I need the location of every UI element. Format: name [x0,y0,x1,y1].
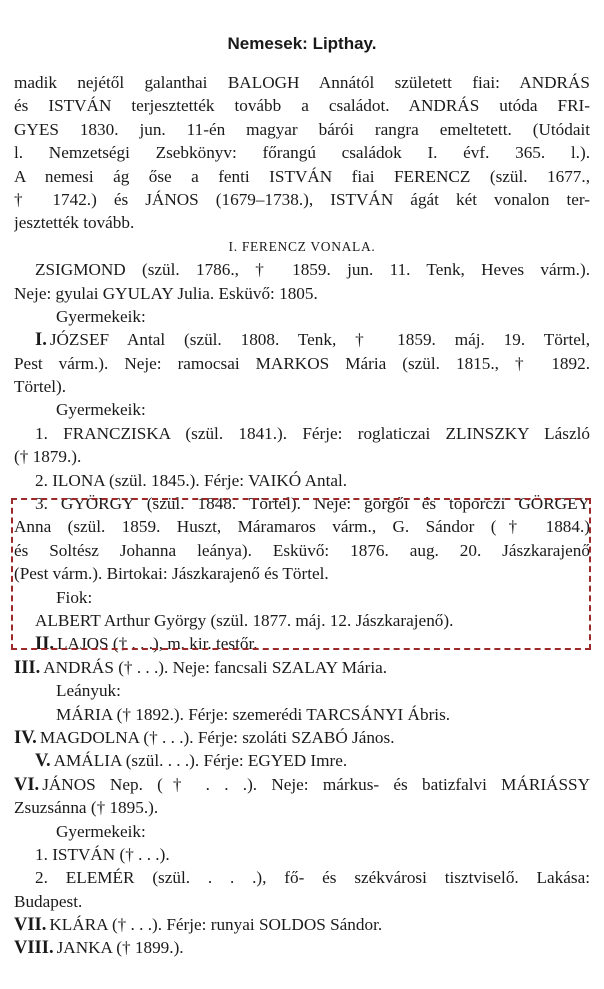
text-line: és ISTVÁN terjesztették tovább a családot. ANDRÁS utóda FRI- [14,96,590,116]
entry-numeral: IV. [14,727,37,748]
text-line: Pest várm.). Neje: ramocsai MARKOS Mária (szül. 1815., † 1892. [14,353,590,373]
text-line: l. Nemzetségi Zsebkönyv: főrangú családok I. évf. 365. l.). [14,143,590,163]
entry-numeral: III. [14,657,41,678]
entry-line [14,726,590,749]
highlighted-line: Anna (szül. 1859. Huszt, Máramaros várm., G. Sándor († 1884.) [14,517,590,537]
entry-text: LAJOS († . . .), m. kir. testőr. [57,634,258,654]
entry-numeral: I. [35,330,47,351]
text-line: madik nejétől galanthai BALOGH Annától született fiai: ANDRÁS [14,73,590,92]
entry-line [14,632,590,655]
page-header: Nemesek: Lipthay. [227,34,377,53]
entry-numeral: VIII. [14,938,54,959]
text-line: Budapest. [14,891,83,911]
entry-line [14,328,590,351]
text-line: Zsuzsánna († 1895.). [14,798,159,818]
section-heading: I. FERENCZ VONALA. [228,238,376,254]
text-line: Gyermekeik: [56,400,146,420]
text-line: († 1879.). [14,447,82,467]
entry-line [14,773,590,796]
text-line: MÁRIA († 1892.). Férje: szemerédi TARCSÁNYI Ábris. [56,704,451,724]
entry-text: JANKA († 1899.). [56,938,184,958]
entry-numeral: II. [35,634,55,655]
text-line: † 1742.) és JÁNOS (1679–1738.), ISTVÁN ágát két vonalon ter- [14,189,590,209]
highlighted-line: ALBERT Arthur György (szül. 1877. máj. 12. Jászkarajenő). [35,610,454,630]
entry-text: JÓZSEF Antal (szül. 1808. Tenk, † 1859. máj. 19. Törtel, [49,330,590,350]
entry-numeral: VI. [14,774,40,795]
text-line: Gyermekeik: [56,306,146,326]
entry-line [14,656,590,679]
highlighted-line: és Soltész Johanna leánya). Esküvő: 1876. aug. 20. Jászkarajenő [14,540,590,560]
entry-line [14,913,590,936]
entry-text: MAGDOLNA († . . .). Férje: szoláti SZABÓ János. [39,727,395,747]
body-text [14,71,590,960]
text-line: Törtel). [14,377,67,397]
text-line: ZSIGMOND (szül. 1786., † 1859. jun. 11. Tenk, Heves várm.). [35,260,590,280]
text-line: Neje: gyulai GYULAY Julia. Esküvő: 1805. [14,283,318,303]
entry-text: ANDRÁS († . . .). Neje: fancsali SZALAY Mária. [43,657,388,677]
text-line: jesztették tovább. [14,213,135,233]
text-line: Leányuk: [56,681,121,701]
text-line: Gyermekeik: [56,821,146,841]
text-line: 2. ILONA (szül. 1845.). Férje: VAIKÓ Antal. [35,470,348,490]
text-line: GYES 1830. jun. 11-én magyar bárói rangra emeltetett. (Utódait [14,119,590,139]
entry-line [14,749,590,772]
entry-line [14,936,590,959]
text-line: 1. FRANCZISKA (szül. 1841.). Férje: roglaticzai ZLINSZKY László [35,423,590,443]
highlighted-line: 3. GYÖRGY (szül. 1848. Törtel). Neje: görgői és toporczi GÖRGEY [35,494,590,514]
entry-text: KLÁRA († . . .). Férje: runyai SOLDOS Sándor. [49,915,383,935]
highlighted-line: (Pest várm.). Birtokai: Jászkarajenő és Törtel. [14,564,329,584]
text-line: A nemesi ág őse a fenti ISTVÁN fiai FERENCZ (szül. 1677., [14,166,590,186]
entry-text: AMÁLIA (szül. . . .). Férje: EGYED Imre. [53,751,348,771]
text-line: 2. ELEMÉR (szül. . . .), fő- és székvárosi tisztviselő. Lakása: [35,868,590,888]
entry-text: JÁNOS Nep. († . . .). Neje: márkus- és batizfalvi MÁRIÁSSY [42,774,590,794]
entry-numeral: VII. [14,915,47,936]
text-line: 1. ISTVÁN († . . .). [35,844,170,864]
entry-numeral: V. [35,751,51,772]
highlighted-line: Fiok: [56,587,93,607]
